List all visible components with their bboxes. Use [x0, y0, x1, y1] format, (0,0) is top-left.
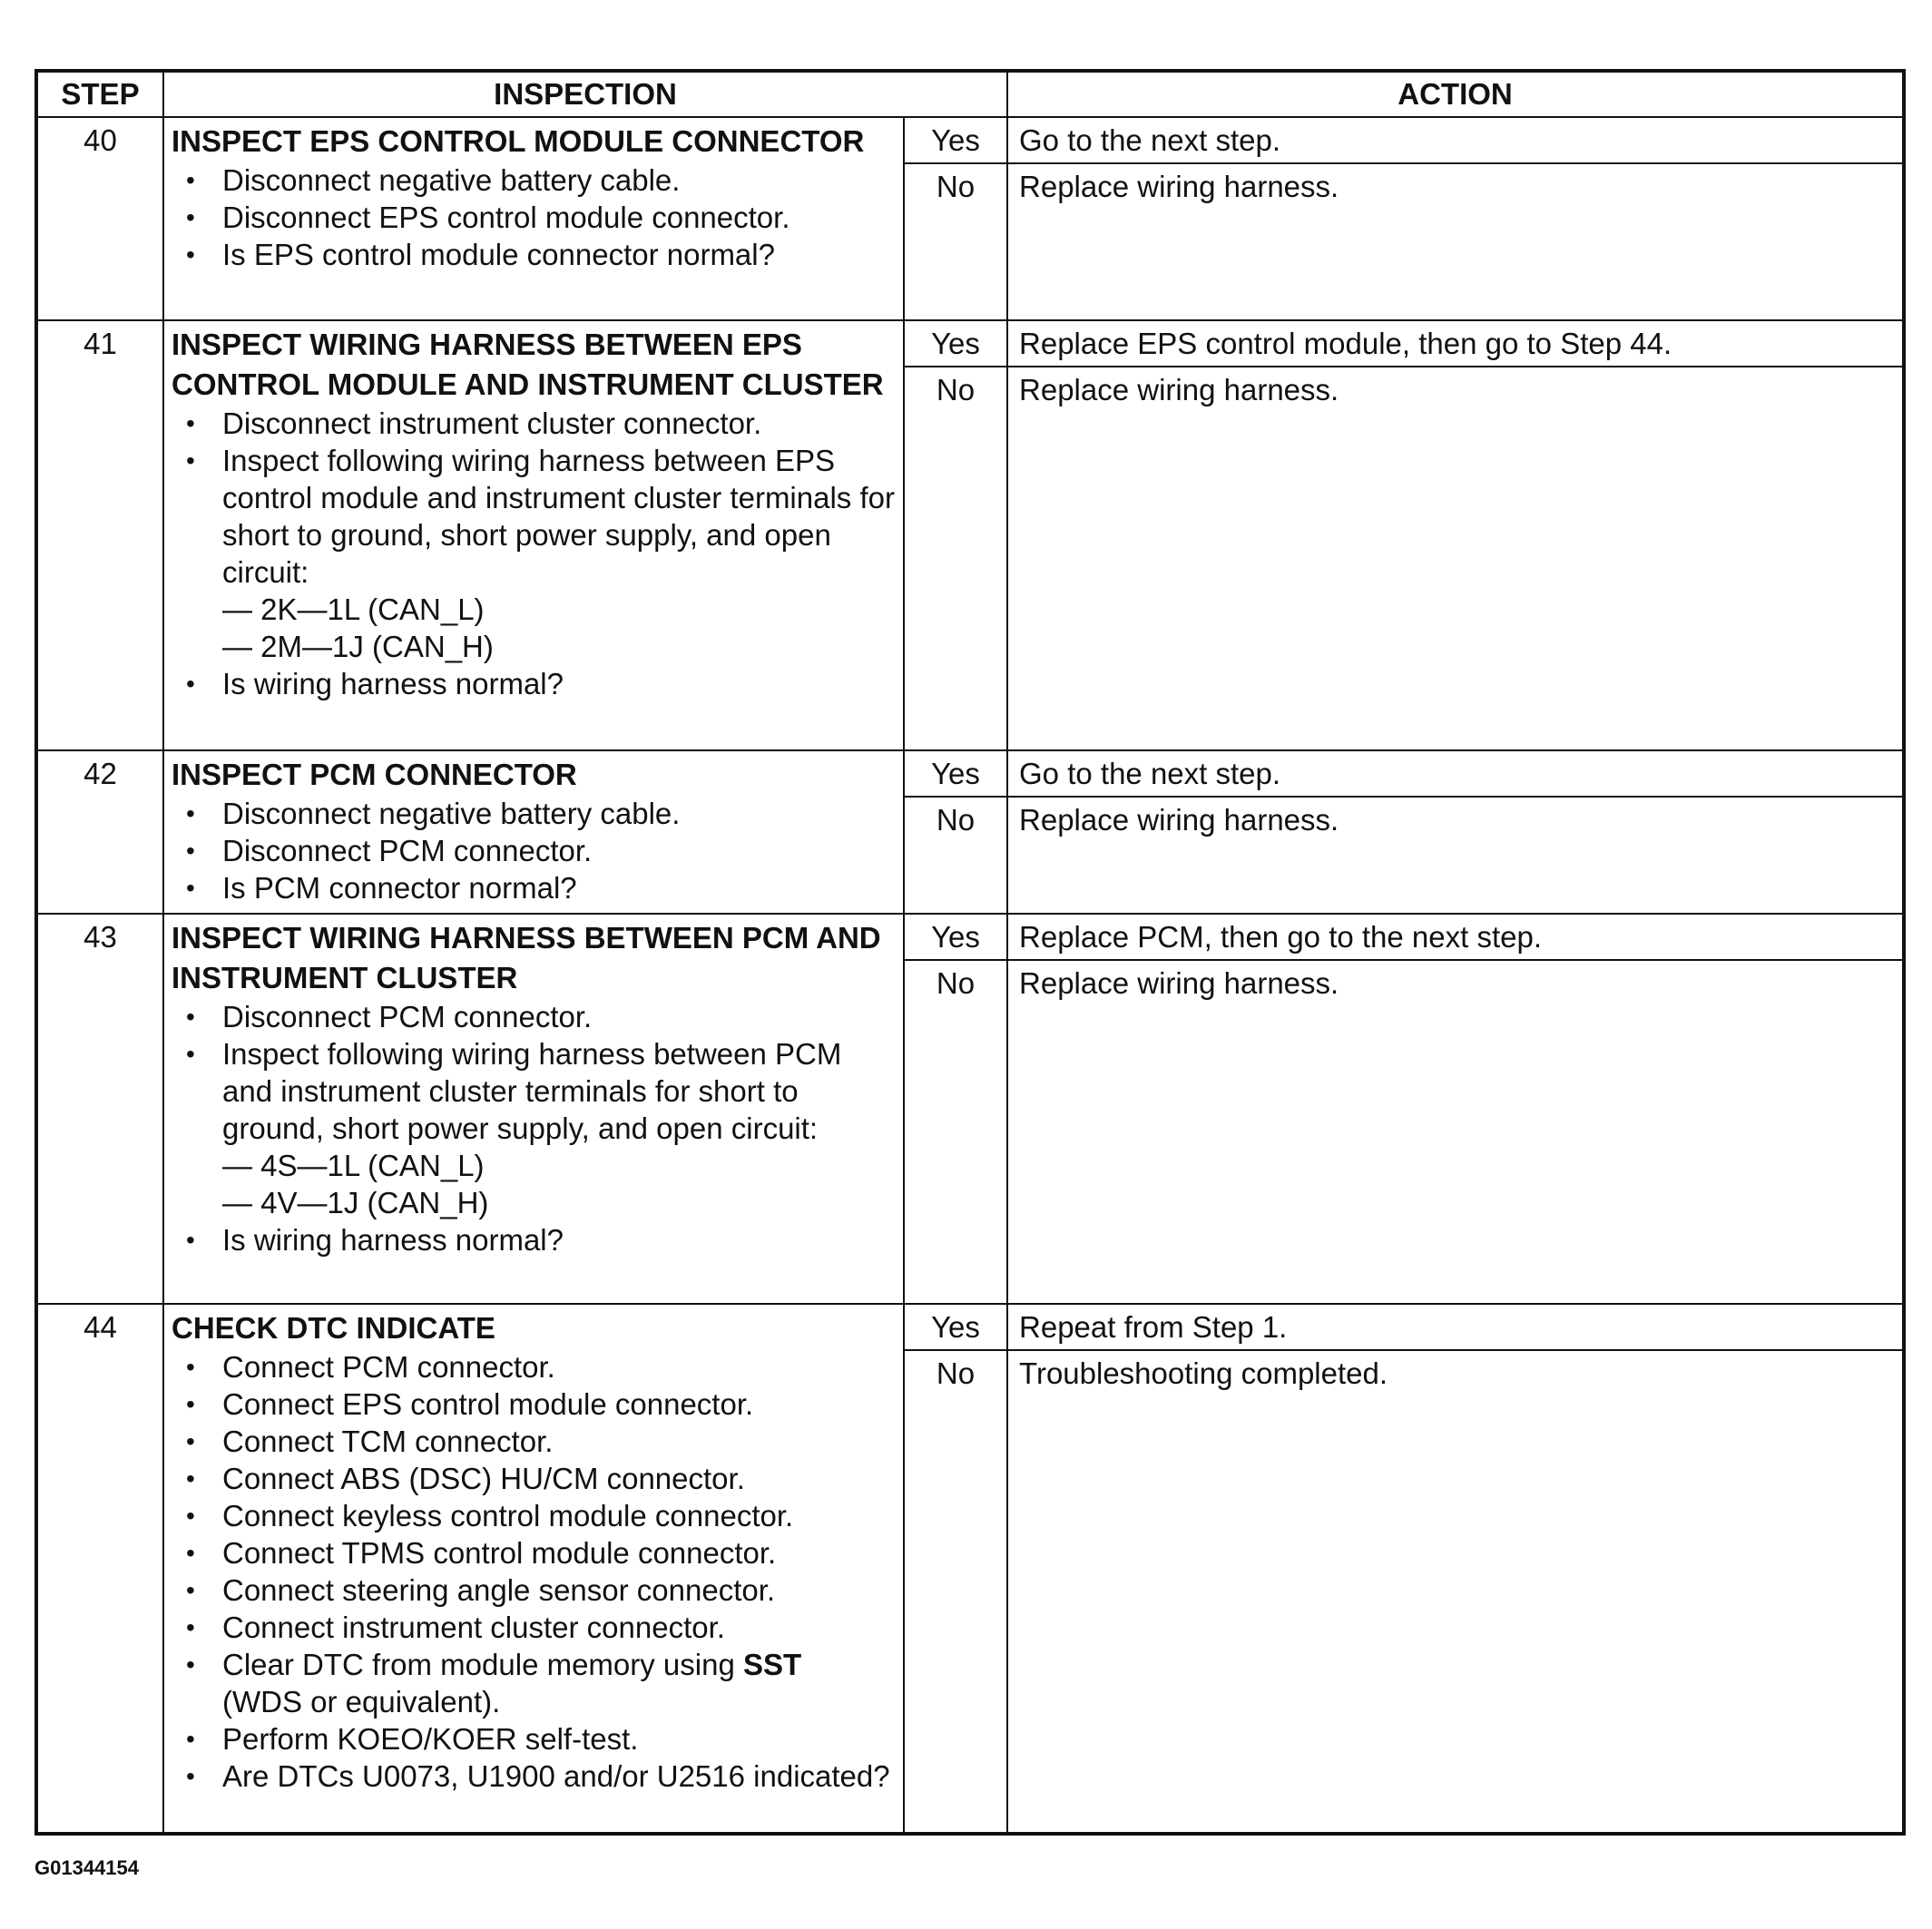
bullet-text-continuation: (WDS or equivalent). [222, 1685, 501, 1718]
action-cell [1007, 117, 1904, 320]
no-label: No [936, 803, 976, 837]
terminal-pair: — 4V—1J (CAN_H) [222, 1186, 489, 1219]
yes-action: Go to the next step. [1008, 118, 1902, 164]
inspection-title: INSPECT WIRING HARNESS BETWEEN EPS CONTROL MODULE AND INSTRUMENT CLUSTER [172, 328, 884, 401]
bullet-item: • Disconnect PCM connector. [222, 998, 896, 1035]
yes-label: Yes [905, 915, 1006, 961]
action-cell [1007, 1304, 1904, 1834]
table-row [36, 320, 1904, 750]
no-action: Replace wiring harness. [1019, 373, 1339, 406]
bullet-item: • Disconnect negative battery cable. [222, 795, 896, 832]
action-cell [1007, 750, 1904, 914]
table-row [36, 1304, 1904, 1834]
no-action: Replace wiring harness. [1019, 966, 1339, 1000]
yes-action: Repeat from Step 1. [1008, 1305, 1902, 1351]
yes-no-cell [904, 750, 1007, 914]
bullet-list [172, 1348, 896, 1795]
bullet-item: • Connect TCM connector. [222, 1423, 896, 1460]
yes-no-cell [904, 1304, 1007, 1834]
table-row [36, 117, 1904, 320]
yes-no-cell [904, 320, 1007, 750]
inspection-table [34, 69, 1906, 1836]
inspection-title: INSPECT PCM CONNECTOR [172, 758, 577, 791]
table-row [36, 914, 1904, 1304]
bullet-list [172, 162, 896, 273]
bullet-item: • Disconnect PCM connector. [222, 832, 896, 869]
bullet-item [222, 442, 896, 665]
no-action: Troubleshooting completed. [1019, 1356, 1388, 1390]
bullet-text: Inspect following wiring harness between EPS control module and instrument cluster terminals for short to ground, short power supply, and open circuit: [222, 444, 895, 589]
step-number: 43 [36, 914, 163, 1304]
inspection-cell [163, 914, 904, 1304]
no-label: No [936, 966, 976, 1000]
no-action: Replace wiring harness. [1019, 803, 1339, 837]
bullet-item: • Disconnect negative battery cable. [222, 162, 896, 199]
terminal-pair: — 4S—1L (CAN_L) [222, 1149, 485, 1182]
bullet-item: • Is wiring harness normal? [222, 1221, 896, 1258]
step-number: 44 [36, 1304, 163, 1834]
terminal-pair: — 2M—1J (CAN_H) [222, 630, 494, 663]
bullet-item: • Connect TPMS control module connector. [222, 1534, 896, 1572]
inspection-title: CHECK DTC INDICATE [172, 1311, 495, 1345]
bullet-text: Inspect following wiring harness between PCM and instrument cluster terminals for short to ground, short power supply, and open circuit: [222, 1037, 842, 1145]
yes-action: Go to the next step. [1008, 751, 1902, 798]
figure-id: G01344154 [34, 1856, 139, 1879]
bullet-item: • Is EPS control module connector normal? [222, 236, 896, 273]
inspection-cell [163, 320, 904, 750]
inspection-title: INSPECT EPS CONTROL MODULE CONNECTOR [172, 124, 865, 158]
action-cell [1007, 320, 1904, 750]
no-label: No [936, 1356, 976, 1390]
inspection-cell [163, 750, 904, 914]
yes-no-cell [904, 117, 1007, 320]
bullet-item: • Is wiring harness normal? [222, 665, 896, 702]
yes-no-cell [904, 914, 1007, 1304]
step-number: 41 [36, 320, 163, 750]
inspection-title: INSPECT WIRING HARNESS BETWEEN PCM AND INSTRUMENT CLUSTER [172, 921, 881, 994]
action-cell [1007, 914, 1904, 1304]
bullet-item: • Disconnect instrument cluster connector. [222, 405, 896, 442]
bullet-list [172, 405, 896, 702]
yes-label: Yes [905, 321, 1006, 367]
bullet-list [172, 998, 896, 1258]
step-number: 40 [36, 117, 163, 320]
header-action: ACTION [1007, 71, 1904, 117]
yes-action: Replace EPS control module, then go to Step 44. [1008, 321, 1902, 367]
bullet-item: • Are DTCs U0073, U1900 and/or U2516 indicated? [222, 1758, 896, 1795]
no-label: No [936, 373, 976, 406]
step-number: 42 [36, 750, 163, 914]
bullet-item: • Connect PCM connector. [222, 1348, 896, 1386]
bullet-item: • Connect instrument cluster connector. [222, 1609, 896, 1646]
sst-tool-name: SST [743, 1648, 802, 1681]
yes-action: Replace PCM, then go to the next step. [1008, 915, 1902, 961]
yes-label: Yes [905, 751, 1006, 798]
bullet-item: • Connect steering angle sensor connector. [222, 1572, 896, 1609]
yes-label: Yes [905, 118, 1006, 164]
bullet-list [172, 795, 896, 906]
bullet-item: • Perform KOEO/KOER self-test. [222, 1720, 896, 1758]
bullet-item [222, 1035, 896, 1221]
bullet-text: Clear DTC from module memory using [222, 1648, 735, 1681]
inspection-cell [163, 1304, 904, 1834]
no-action: Replace wiring harness. [1019, 170, 1339, 203]
terminal-pair: — 2K—1L (CAN_L) [222, 592, 485, 626]
bullet-item [222, 1646, 896, 1720]
bullet-item: • Connect ABS (DSC) HU/CM connector. [222, 1460, 896, 1497]
table-row [36, 750, 1904, 914]
header-row [36, 71, 1904, 117]
header-step: STEP [36, 71, 163, 117]
bullet-item: • Connect keyless control module connector. [222, 1497, 896, 1534]
bullet-item: • Connect EPS control module connector. [222, 1386, 896, 1423]
yes-label: Yes [905, 1305, 1006, 1351]
header-inspection: INSPECTION [163, 71, 1007, 117]
no-label: No [936, 170, 976, 203]
bullet-item: • Disconnect EPS control module connector. [222, 199, 896, 236]
bullet-item: • Is PCM connector normal? [222, 869, 896, 906]
inspection-cell [163, 117, 904, 320]
